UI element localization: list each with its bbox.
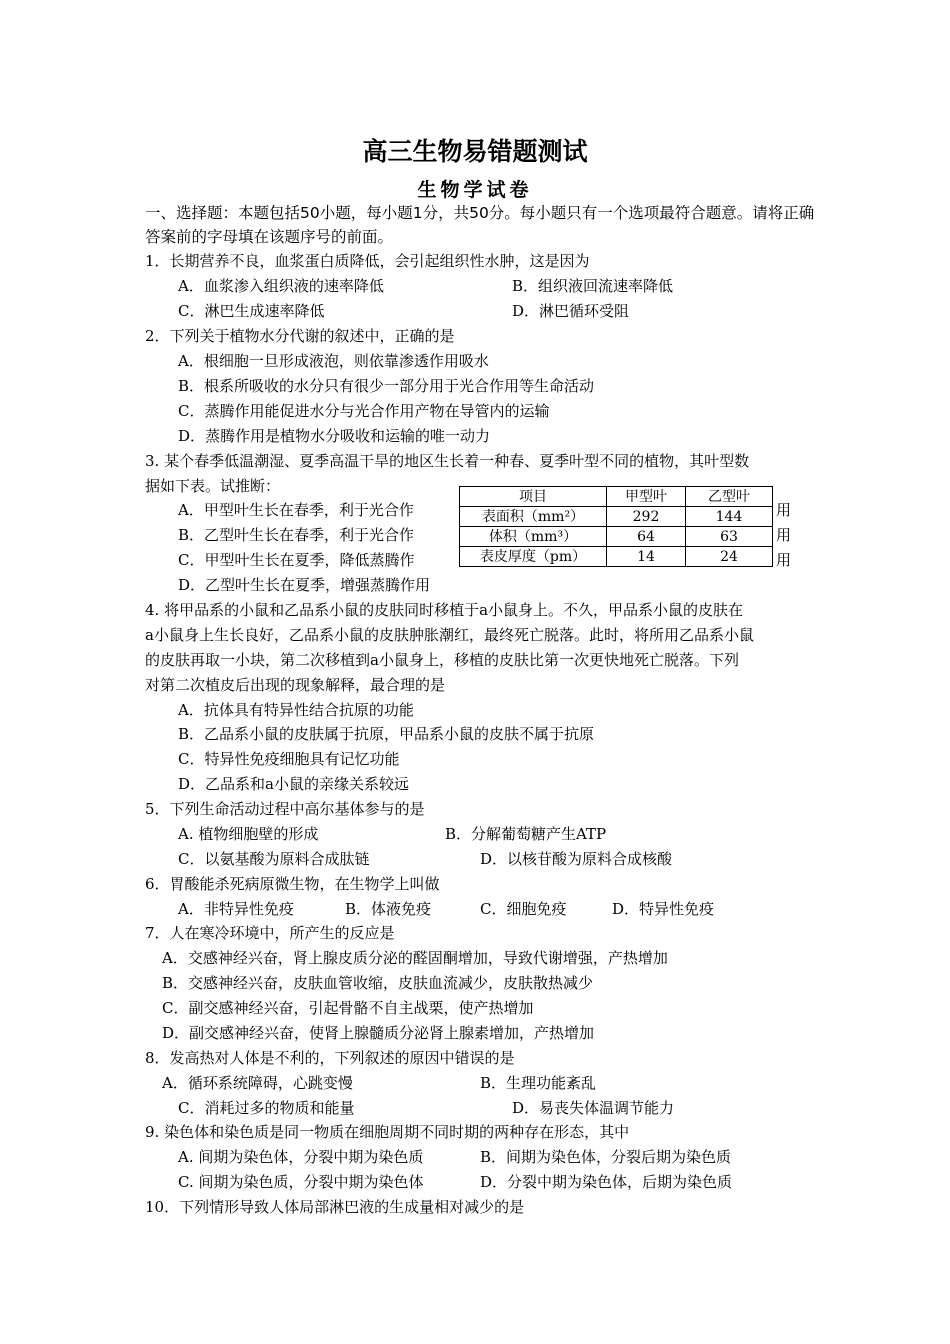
option-3c-tail: 用: [776, 551, 792, 569]
question-2: 2．下列关于植物水分代谢的叙述中，正确的是: [145, 327, 455, 345]
option-1a: A．血浆渗入组织液的速率降低: [178, 277, 384, 295]
question-7: 7．人在寒冷环境中，所产生的反应是: [145, 924, 395, 942]
page-title: 高三生物易错题测试: [362, 137, 588, 166]
option-8c: C．消耗过多的物质和能量: [178, 1099, 355, 1117]
option-8d: D．易丧失体温调节能力: [512, 1099, 675, 1117]
option-6a: A．非特异性免疫: [178, 900, 294, 918]
table-row: [460, 507, 773, 527]
question-10: 10．下列情形导致人体局部淋巴液的生成量相对减少的是: [145, 1198, 525, 1216]
table-header-cell: 项目: [460, 487, 607, 507]
option-9b: B．间期为染色体，分裂后期为染色质: [480, 1148, 732, 1166]
option-6d: D．特异性免疫: [612, 900, 715, 918]
option-7d: D．副交感神经兴奋，使肾上腺髓质分泌肾上腺素增加，产热增加: [162, 1024, 595, 1042]
option-3b: B．乙型叶生长在春季，利于光合作: [178, 526, 415, 544]
table-cell: 63: [686, 527, 773, 547]
option-7c: C．副交感神经兴奋，引起骨骼不自主战栗，使产热增加: [162, 999, 534, 1017]
option-3a: A．甲型叶生长在春季，利于光合作: [178, 501, 414, 519]
option-5d: D．以核苷酸为原料合成核酸: [480, 850, 673, 868]
table-cell: 14: [607, 547, 686, 567]
option-8b: B．生理功能紊乱: [480, 1074, 597, 1092]
question-4-cont: 对第二次植皮后出现的现象解释，最合理的是: [145, 676, 446, 694]
table-cell: 24: [686, 547, 773, 567]
question-3: 3. 某个春季低温潮湿、夏季高温干旱的地区生长着一种春、夏季叶型不同的植物，其叶型数: [145, 452, 750, 470]
table-header-row: [460, 487, 773, 507]
option-8a: A．循环系统障碍，心跳变慢: [162, 1074, 353, 1092]
option-2c: C．蒸腾作用能促进水分与光合作用产物在导管内的运输: [178, 402, 550, 420]
option-4d: D．乙品系和a小鼠的亲缘关系较远: [178, 775, 409, 793]
option-5c: C．以氨基酸为原料合成肽链: [178, 850, 370, 868]
question-4: 4. 将甲品系的小鼠和乙品系小鼠的皮肤同时移植于a小鼠身上。不久，甲品系小鼠的皮肤在: [145, 601, 744, 619]
option-9c: C. 间期为染色质，分裂中期为染色体: [178, 1173, 424, 1191]
option-4b: B．乙品系小鼠的皮肤属于抗原，甲品系小鼠的皮肤不属于抗原: [178, 725, 595, 743]
option-7a: A．交感神经兴奋，肾上腺皮质分泌的醛固酮增加，导致代谢增强，产热增加: [162, 949, 668, 967]
question-6: 6．胃酸能杀死病原微生物，在生物学上叫做: [145, 875, 440, 893]
option-9d: D．分裂中期为染色体，后期为染色质: [480, 1173, 733, 1191]
question-5: 5．下列生命活动过程中高尔基体参与的是: [145, 800, 425, 818]
option-3b-tail: 用: [776, 526, 792, 544]
question-9: 9. 染色体和染色质是同一物质在细胞周期不同时期的两种存在形态，其中: [145, 1123, 630, 1141]
table-cell: 表面积（mm²）: [460, 507, 607, 527]
section-instructions: 一、选择题：本题包括50小题，每小题1分，共50分。每小题只有一个选项最符合题意。请将正确答案前的字母填在该题序号的前面。: [145, 204, 815, 246]
table-cell: 表皮厚度（pm）: [460, 547, 607, 567]
option-4c: C．特异性免疫细胞具有记忆功能: [178, 750, 400, 768]
question-1: 1．长期营养不良，血浆蛋白质降低，会引起组织性水肿，这是因为: [145, 252, 590, 270]
option-3a-tail: 用: [776, 501, 792, 519]
option-4a: A．抗体具有特异性结合抗原的功能: [178, 701, 414, 719]
option-1d: D．淋巴循环受阻: [512, 302, 630, 320]
table-row: [460, 547, 773, 567]
table-row: [460, 527, 773, 547]
question-4-cont: a小鼠身上生长良好，乙品系小鼠的皮肤肿胀潮红，最终死亡脱落。此时，将所用乙品系小鼠: [145, 626, 754, 644]
page-subtitle: 生物学试卷: [417, 179, 533, 201]
option-9a: A. 间期为染色体，分裂中期为染色质: [178, 1148, 424, 1166]
table-cell: 144: [686, 507, 773, 527]
option-6c: C．细胞免疫: [480, 900, 567, 918]
leaf-data-table: [459, 486, 773, 567]
option-2a: A．根细胞一旦形成液泡，则依靠渗透作用吸水: [178, 352, 489, 370]
table-cell: 64: [607, 527, 686, 547]
option-1b: B．组织液回流速率降低: [512, 277, 674, 295]
question-3-cont: 据如下表。试推断：: [145, 477, 281, 495]
table-cell: 292: [607, 507, 686, 527]
option-1c: C．淋巴生成速率降低: [178, 302, 325, 320]
option-3c: C．甲型叶生长在夏季，降低蒸腾作: [178, 551, 415, 569]
table-header-cell: 乙型叶: [686, 487, 773, 507]
question-8: 8．发高热对人体是不利的，下列叙述的原因中错误的是: [145, 1049, 515, 1067]
option-5a: A. 植物细胞壁的形成: [178, 825, 319, 843]
option-2b: B．根系所吸收的水分只有很少一部分用于光合作用等生命活动: [178, 377, 595, 395]
option-5b: B．分解葡萄糖产生ATP: [445, 825, 607, 843]
question-4-cont: 的皮肤再取一小块，第二次移植到a小鼠身上，移植的皮肤比第一次更快地死亡脱落。下列: [145, 651, 739, 669]
table-header-cell: 甲型叶: [607, 487, 686, 507]
table-cell: 体积（mm³）: [460, 527, 607, 547]
option-2d: D．蒸腾作用是植物水分吸收和运输的唯一动力: [178, 427, 491, 445]
option-6b: B．体液免疫: [345, 900, 432, 918]
option-3d: D．乙型叶生长在夏季，增强蒸腾作用: [178, 576, 431, 594]
option-7b: B．交感神经兴奋，皮肤血管收缩，皮肤血流减少，皮肤散热减少: [162, 974, 594, 992]
